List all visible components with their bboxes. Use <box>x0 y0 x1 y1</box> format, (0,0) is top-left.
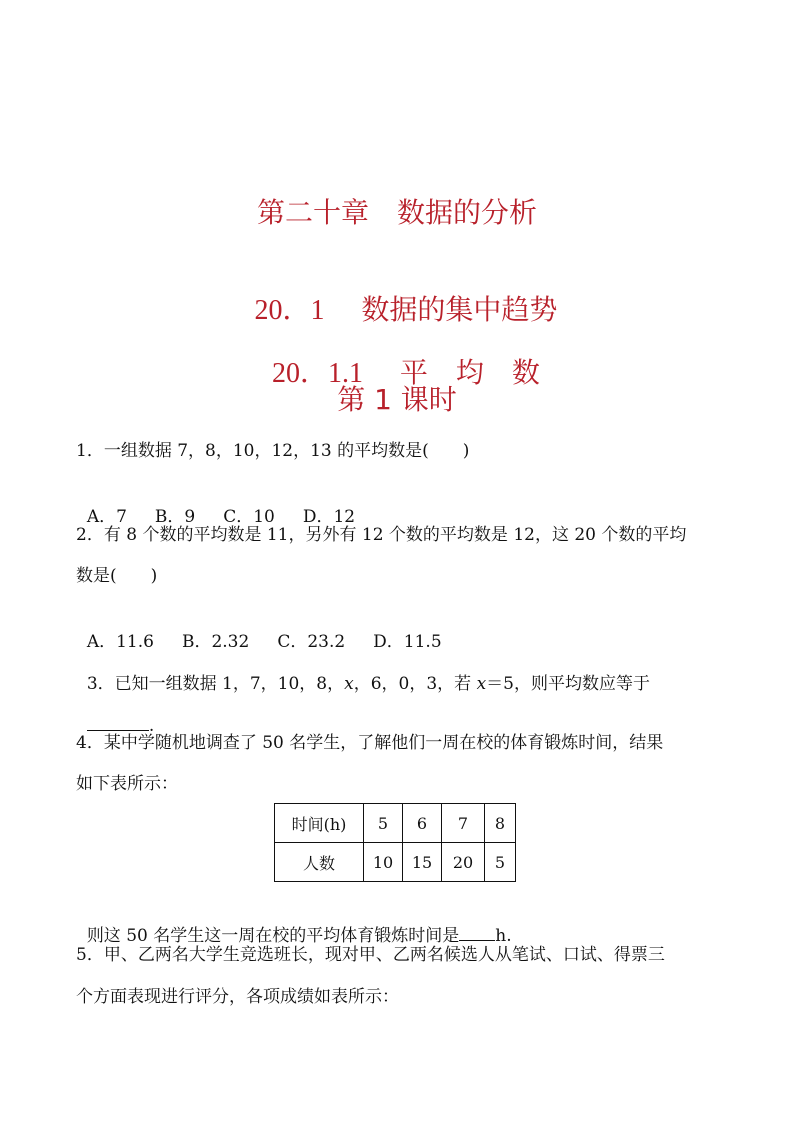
table-cell: 15 <box>403 843 442 882</box>
variable-x: x <box>344 674 354 694</box>
option-b: B．9 <box>154 507 196 527</box>
section-number: 20．1 <box>254 295 325 326</box>
table-cell: 7 <box>442 804 485 843</box>
table-cell: 时间(h) <box>275 804 364 843</box>
option-a: A．7 <box>86 507 127 527</box>
table-cell: 10 <box>364 843 403 882</box>
subsection-name: 平 均 数 <box>399 356 540 389</box>
table-row <box>275 843 516 882</box>
question-1-stem: 1．一组数据 7，8，10，12，13 的平均数是( ) <box>76 441 470 461</box>
question-1-options <box>76 481 355 529</box>
option-b: B．2.32 <box>181 632 250 652</box>
section-name: 数据的集中趋势 <box>361 293 558 326</box>
option-a: A．11.6 <box>86 632 154 652</box>
table-cell: 人数 <box>275 843 364 882</box>
answer-blank[interactable] <box>87 716 149 731</box>
question-2-stem-line1: 2．有 8 个数的平均数是 11，另外有 12 个数的平均数是 12，这 20 个数的平均 <box>76 525 687 545</box>
question-5-stem-line2: 个方面表现进行评分，各项成绩如表所示： <box>76 987 399 1007</box>
question-4-stem-line2: 如下表所示： <box>76 774 178 794</box>
exercise-time-table <box>274 803 516 882</box>
answer-blank[interactable] <box>459 926 495 941</box>
question-4-after: 则这 50 名学生这一周在校的平均体育锻炼时间是 h. <box>86 926 512 946</box>
option-c: C．23.2 <box>277 632 346 652</box>
table-cell: 8 <box>485 804 516 843</box>
table-cell: 6 <box>403 804 442 843</box>
option-d: D．12 <box>302 507 356 527</box>
option-d: D．11.5 <box>373 632 442 652</box>
question-2-stem-line2: 数是( ) <box>76 566 158 586</box>
table-row <box>275 804 516 843</box>
subsection-number: 20．1.1 <box>271 358 363 389</box>
table-cell: 20 <box>442 843 485 882</box>
table-cell: 5 <box>364 804 403 843</box>
lesson-title: 第 1 课时 <box>337 383 457 416</box>
variable-x: x <box>476 674 487 694</box>
chapter-title: 第二十章 数据的分析 <box>256 196 537 229</box>
question-4-stem-line1: 4．某中学随机地调查了 50 名学生，了解他们一周在校的体育锻炼时间，结果 <box>76 733 664 753</box>
question-2-options <box>76 606 442 654</box>
question-3-answer-line: . <box>76 690 154 738</box>
question-3-stem: 3．已知一组数据 1，7，10，8，x，6，0，3，若 x＝5，则平均数应等于 <box>86 674 650 694</box>
option-c: C．10 <box>223 507 275 527</box>
table-cell: 5 <box>485 843 516 882</box>
question-5-stem-line1: 5．甲、乙两名大学生竞选班长，现对甲、乙两名候选人从笔试、口试、得票三 <box>76 945 665 965</box>
